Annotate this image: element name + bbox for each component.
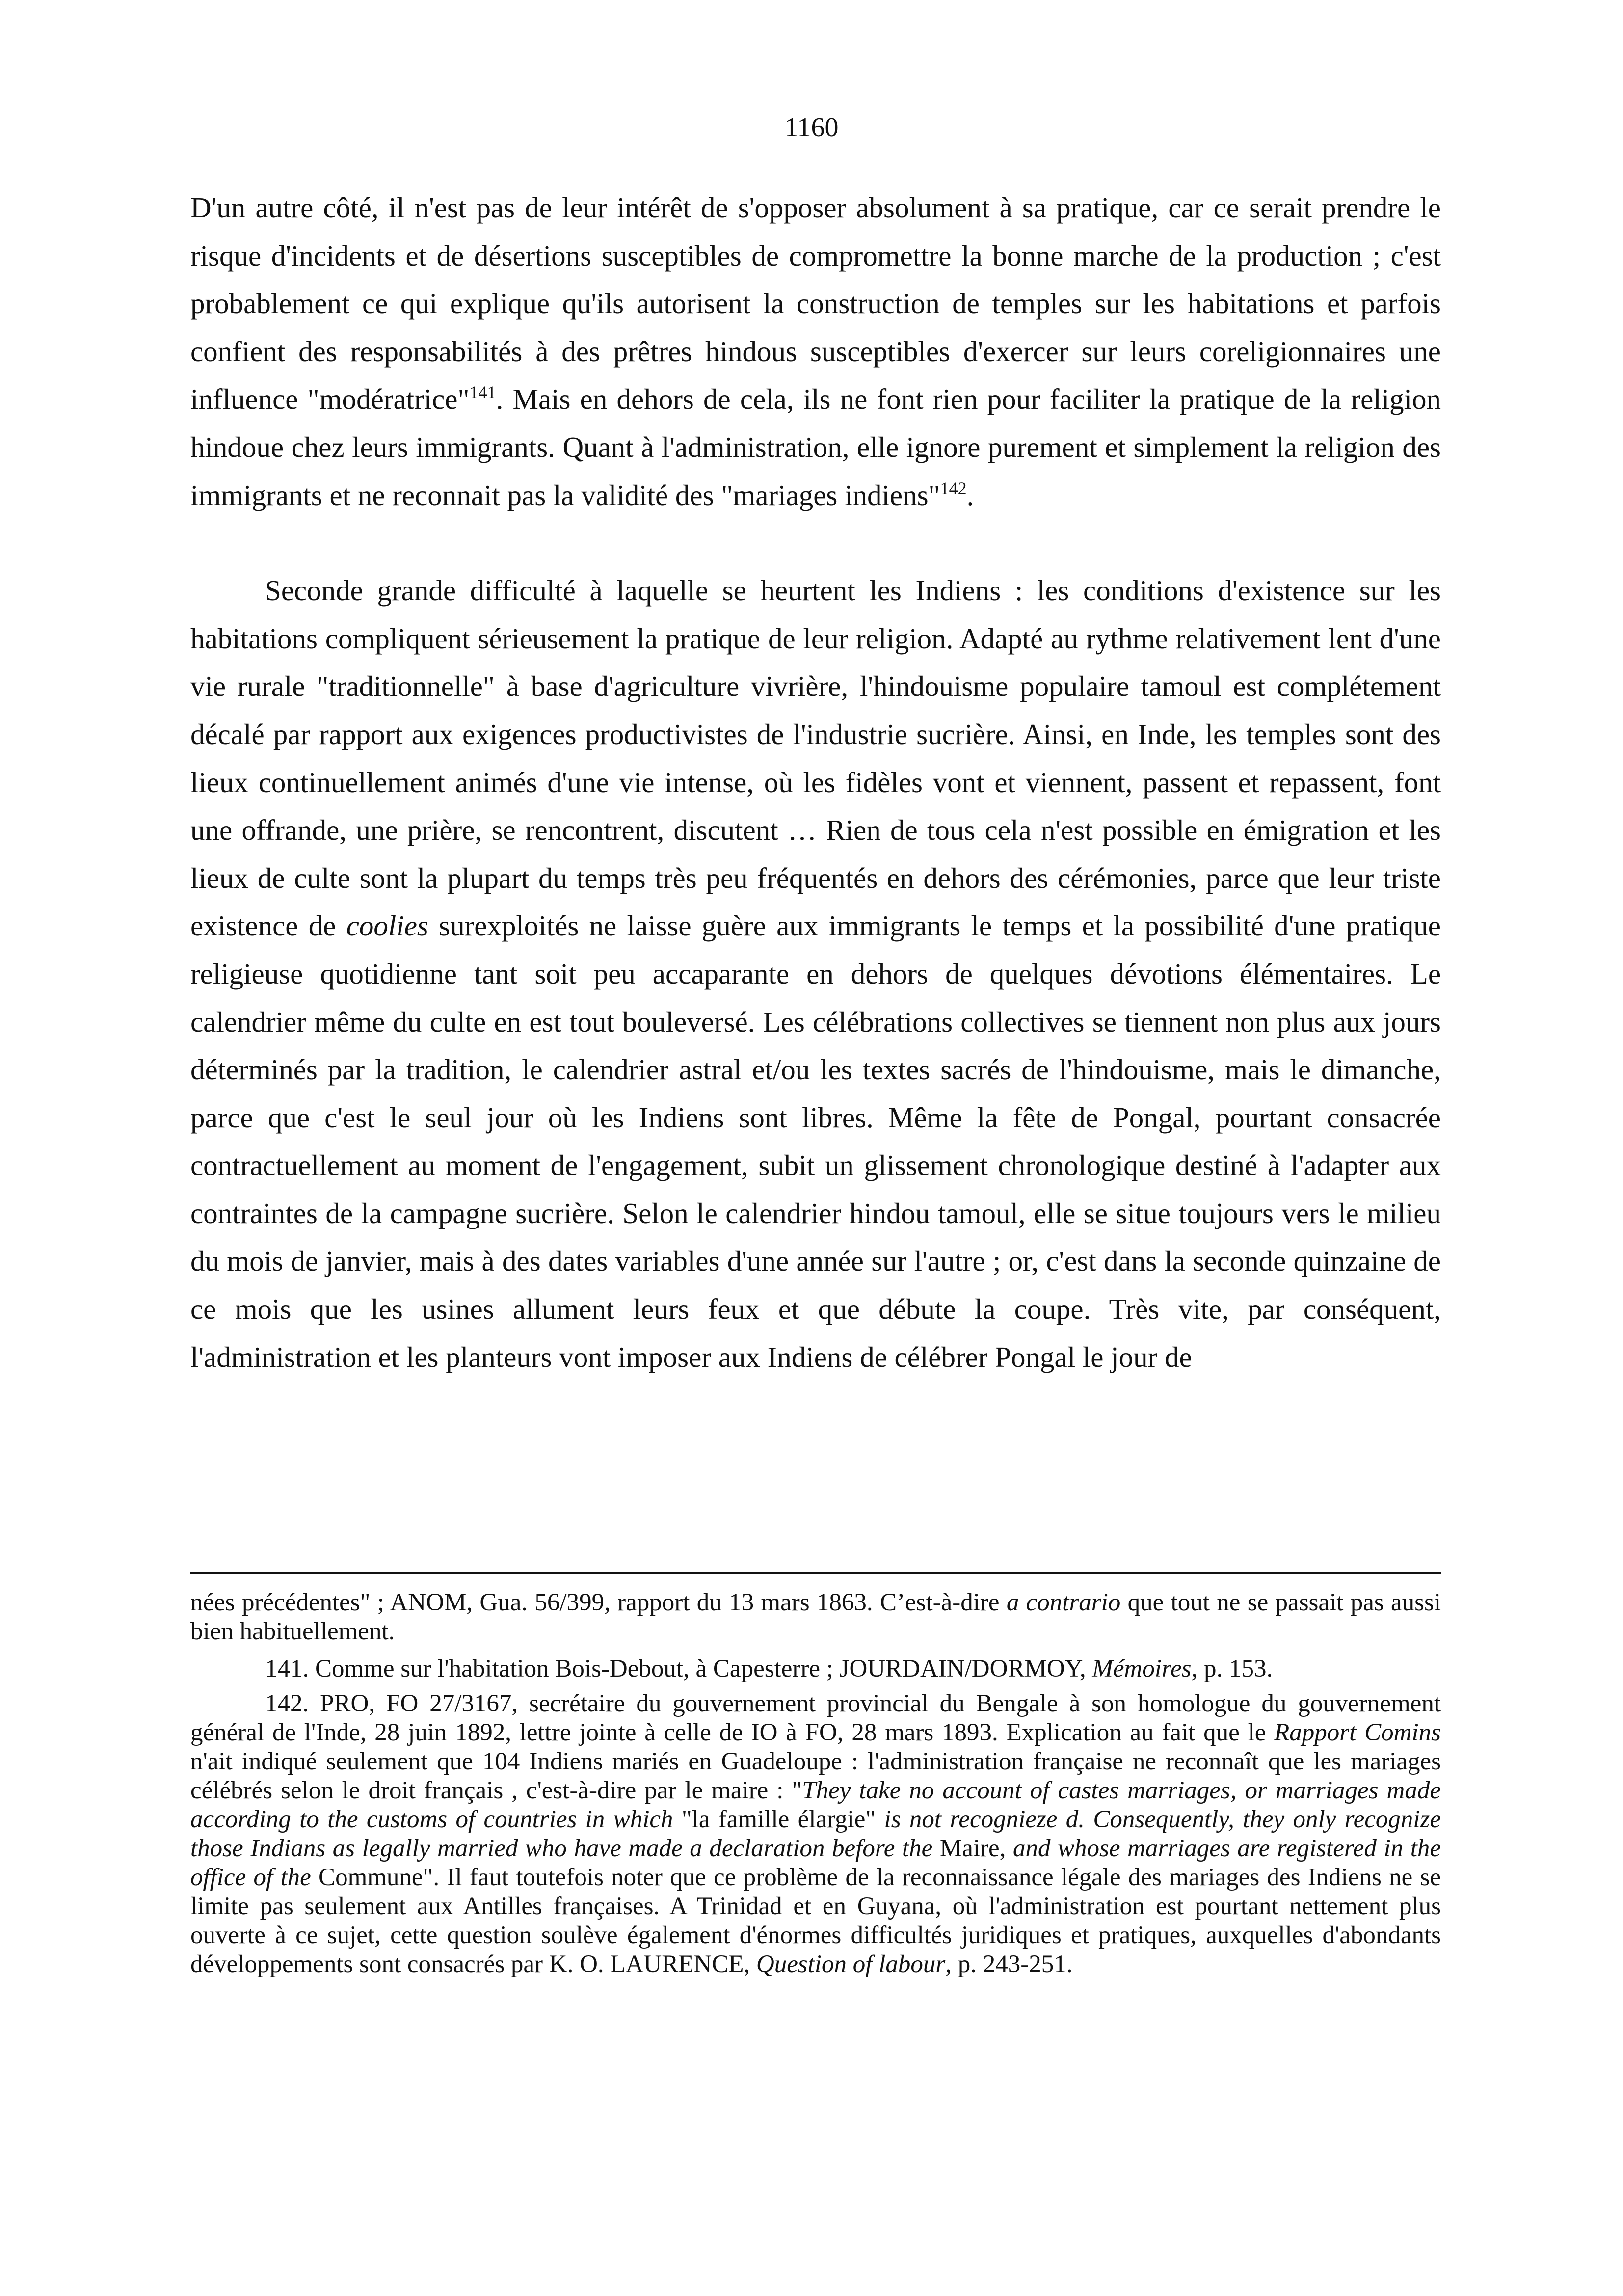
footnote-141 [190,1655,1441,1683]
footnote-142-italic-d: and whose marriages are registered in the office of the [190,1835,1441,1891]
footnotes [190,1588,1441,1985]
footnote-ref-141[interactable]: 141 [469,382,496,402]
paragraph-2-text-a: Seconde grande difficulté à laquelle se heurtent les Indiens : les conditions d'existence sur les habitations compliquent sérieusement la pratique de leur religion. Adapté au rythme relativement lent d'une vie rurale "traditionnelle" à base d'agriculture vivrière, l'hindouisme populaire tamoul est complétement décalé par rapport aux exigences productivistes de l'industrie sucrière. Ainsi, en Inde, les temples sont des lieux continuellement animés d'une vie intense, où les fidèles vont et viennent, passent et repassent, font une offrande, une prière, se rencontrent, discutent … Rien de tous cela n'est possible en émigration et les lieux de culte sont la plupart du temps très peu fréquentés en dehors des cérémonies, parce que leur triste existence de [190,574,1441,942]
page-number: 1160 [784,112,839,143]
footnote-142-text-d: Maire, [932,1835,1013,1862]
paragraph-2 [190,567,1441,1381]
paragraph-1 [190,184,1441,519]
footnote-142 [190,1689,1441,1979]
paragraph-1-text-a: D'un autre côté, il n'est pas de leur intérêt de s'opposer absolument à sa pratique, car ce serait prendre le risque d'incidents et de désertions susceptibles de compromettre la bonne marche de la production ; c'est probablement ce qui explique qu'ils autorisent la construction de temples sur les habitations et parfois confient des responsabilités à des prêtres hindous susceptibles d'exercer sur leurs coreligionnaires une influence "modératrice" [190,191,1441,416]
footnote-142-text-f: , p. 243-251. [945,1950,1073,1978]
footnote-142-italic-c: is not recognieze d. Consequently, they only recognize those Indians as legally married who have made a declaration before the [190,1806,1441,1862]
footnote-141-text-b: , p. 153. [1191,1655,1273,1682]
footnote-142-text-c: "la famille élargie" [673,1806,884,1833]
footnote-142-text-e: Commune". Il faut toutefois noter que ce problème de la reconnaissance légale des mariages des Indiens ne se limite pas seulement aux Antilles françaises. A Trinidad et en Guyana, où l'administration est pourtant nettement plus ouverte à ce sujet, cette question soulève également d'énormes difficultés juridiques et pratiques, auxquelles d'abondants développements sont consacrés par K. O. LAURENCE, [190,1864,1441,1978]
paragraph-1-text-b: . Mais en dehors de cela, ils ne font rien pour faciliter la pratique de la religion hindoue chez leurs immigrants. Quant à l'administration, elle ignore purement et simplement la religion des immigrants et ne reconnait pas la validité des "mariages indiens" [190,383,1441,511]
paragraph-2-italic: coolies [346,909,428,942]
footnote-142-italic-e: Question of labour [756,1950,946,1978]
footnote-142-italic-a: Rapport Comins [1274,1719,1441,1746]
main-text [190,184,1441,1381]
footnote-continued-italic: a contrario [1006,1589,1121,1616]
footnote-continued [190,1588,1441,1646]
footnote-141-italic: Mémoires [1092,1655,1192,1682]
footnote-continued-text-a: nées précédentes" ; ANOM, Gua. 56/399, rapport du 13 mars 1863. C’est-à-dire [190,1589,1007,1616]
paragraph-2-text-b: surexploités ne laisse guère aux immigrants le temps et la possibilité d'une pratique religieuse quotidienne tant soit peu accaparante en dehors de quelques dévotions élémentaires. Le calendrier même du culte en est tout bouleversé. Les célébrations collectives se tiennent non plus aux jours déterminés par la tradition, le calendrier astral et/ou les textes sacrés de l'hindouisme, mais le dimanche, parce que c'est le seul jour où les Indiens sont libres. Même la fête de Pongal, pourtant consacrée contractuellement au moment de l'engagement, subit un glissement chronologique destiné à l'adapter aux contraintes de la campagne sucrière. Selon le calendrier hindou tamoul, elle se situe toujours vers le milieu du mois de janvier, mais à des dates variables d'une année sur l'autre ; or, c'est dans la seconde quinzaine de ce mois que les usines allument leurs feux et que débute la coupe. Très vite, par conséquent, l'administration et les planteurs vont imposer aux Indiens de célébrer Pongal le jour de [190,909,1441,1373]
footnote-separator [190,1572,1441,1574]
footnote-142-text-b: n'ait indiqué seulement que 104 Indiens mariés en Guadeloupe : l'administration française ne reconnaît que les mariages célébrés selon le droit français , c'est-à-dire par le maire : " [190,1748,1441,1804]
footnote-continued-text-b: que tout ne se passait pas aussi bien habituellement. [190,1589,1441,1645]
footnote-141-text-a: 141. Comme sur l'habitation Bois-Debout, à Capesterre ; JOURDAIN/DORMOY, [265,1655,1092,1682]
paragraph-1-text-c: . [966,479,974,511]
footnote-142-italic-b: They take no account of castes marriages, or marriages made according to the customs of countries in which [190,1777,1441,1833]
footnote-ref-142[interactable]: 142 [940,478,967,498]
footnote-142-text-a: 142. PRO, FO 27/3167, secrétaire du gouvernement provincial du Bengale à son homologue du gouvernement général de l'Inde, 28 juin 1892, lettre jointe à celle de IO à FO, 28 mars 1893. Explication au fait que le [190,1690,1441,1746]
